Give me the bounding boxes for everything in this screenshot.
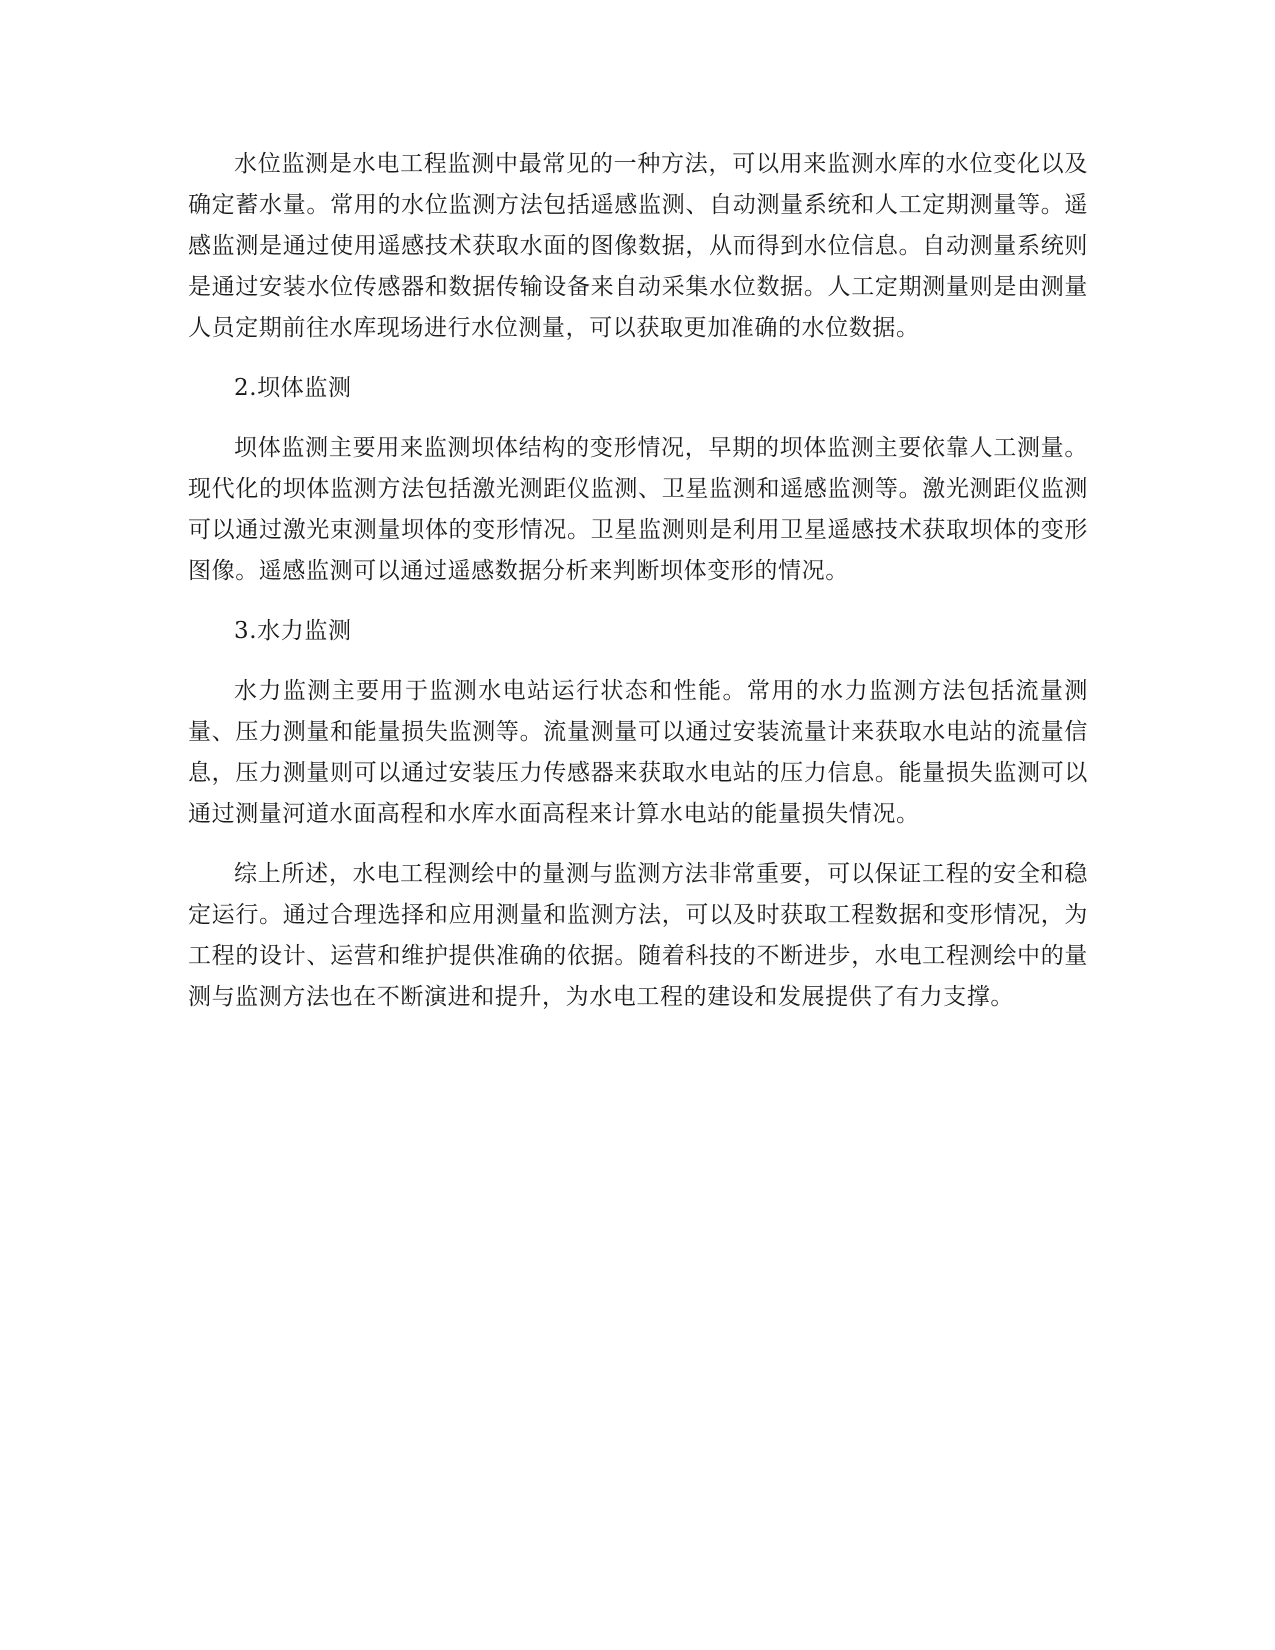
paragraph-conclusion: 综上所述，水电工程测绘中的量测与监测方法非常重要，可以保证工程的安全和稳定运行。通过合理选择和应用测量和监测方法，可以及时获取工程数据和变形情况，为工程的设计、运营和维护提供准确的依据。随着科技的不断进步，水电工程测绘中的量测与监测方法也在不断演进和提升，为水电工程的建设和发展提供了有力支撑。 [188,861,1088,1010]
paragraph-water-level-monitoring: 水位监测是水电工程监测中最常见的一种方法，可以用来监测水库的水位变化以及确定蓄水量。常用的水位监测方法包括遥感监测、自动测量系统和人工定期测量等。遥感监测是通过使用遥感技术获取水面的图像数据，从而得到水位信息。自动测量系统则是通过安装水位传感器和数据传输设备来自动采集水位数据。人工定期测量则是由测量人员定期前往水库现场进行水位测量，可以获取更加准确的水位数据。 [188,151,1088,341]
document-body [188,144,1088,1037]
paragraph-dam-monitoring: 坝体监测主要用来监测坝体结构的变形情况，早期的坝体监测主要依靠人工测量。现代化的坝体监测方法包括激光测距仪监测、卫星监测和遥感监测等。激光测距仪监测可以通过激光束测量坝体的变形情况。卫星监测则是利用卫星遥感技术获取坝体的变形图像。遥感监测可以通过遥感数据分析来判断坝体变形的情况。 [188,435,1088,584]
section-heading-hydraulic-monitoring: 3.水力监测 [234,618,352,644]
paragraph-hydraulic-monitoring: 水力监测主要用于监测水电站运行状态和性能。常用的水力监测方法包括流量测量、压力测量和能量损失监测等。流量测量可以通过安装流量计来获取水电站的流量信息，压力测量则可以通过安装压力传感器来获取水电站的压力信息。能量损失监测可以通过测量河道水面高程和水库水面高程来计算水电站的能量损失情况。 [188,678,1088,827]
section-heading-dam-monitoring: 2.坝体监测 [234,375,352,401]
